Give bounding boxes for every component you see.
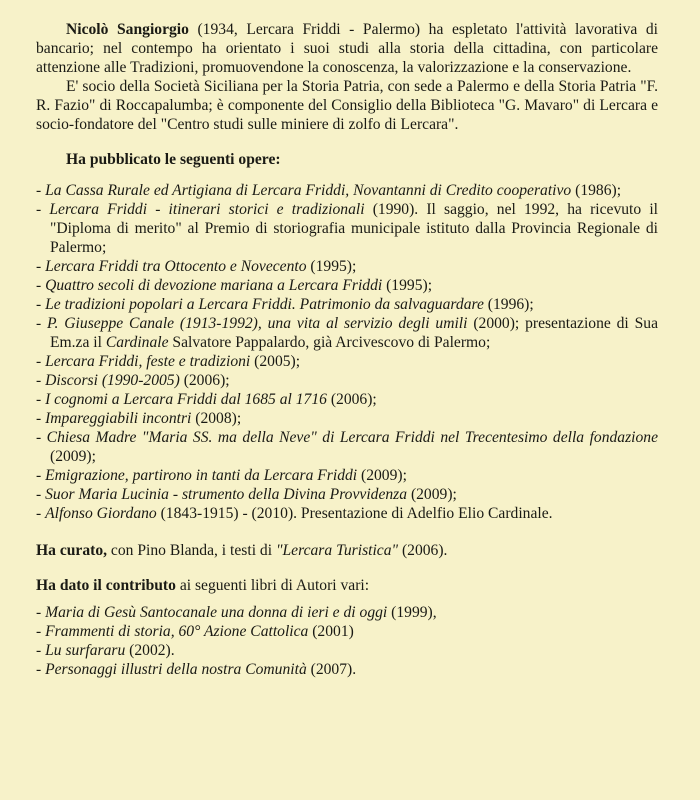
list-item: - Frammenti di storia, 60° Azione Cattolica (2001) (36, 623, 354, 640)
work-detail: (1990). Il saggio, nel 1992, ha ricevuto il "Diploma di merito" al Premio di storiografia municipale istituto dalla Provincia Regionale di Palermo; (50, 201, 659, 256)
curato-paragraph (36, 541, 658, 560)
contrib-year: (2007). (306, 661, 357, 678)
work-title: Suor Maria Lucinia - strumento della Divina Provvidenza (45, 486, 408, 503)
work-detail-secondary: Salvatore Pappalardo, già Arcivescovo di Palermo; (168, 334, 491, 351)
work-detail: (2005); (250, 353, 301, 370)
work-detail: (2006); (179, 372, 230, 389)
work-detail: (2000); presentazione di Sua Em.za il (50, 315, 658, 351)
contrib-year: (2002). (125, 642, 175, 659)
work-detail: (1986); (571, 182, 622, 199)
list-item: - Suor Maria Lucinia - strumento della Divina Provvidenza (2009); (36, 486, 457, 503)
work-detail: (2009); (357, 467, 407, 484)
bio-paragraph-2: E' socio della Società Siciliana per la Storia Patria, con sede a Palermo e della Storia Patria "F. R. Fazio" di Roccapalumba; è componente del Consiglio della Biblioteca "G. Mavaro" di Lercara e socio-fondatore del "Centro studi sulle miniere di zolfo di Lercara". (36, 78, 658, 133)
author-name: Nicolò Sangiorgio (66, 21, 189, 38)
work-detail: (1996); (483, 296, 534, 313)
list-item: - Alfonso Giordano (1843-1915) - (2010). Presentazione di Adelfio Elio Cardinale. (36, 505, 553, 522)
work-title: Le tradizioni popolari a Lercara Friddi. Patrimonio da salvaguardare (45, 296, 484, 313)
work-detail: (1843-1915) - (2010). Presentazione di Adelfio Elio Cardinale. (156, 505, 553, 522)
list-item: - Lu surfararu (2002). (36, 642, 175, 659)
work-title-secondary: Cardinale (105, 334, 169, 351)
work-detail: (2009); (407, 486, 457, 503)
list-item: - Discorsi (1990-2005) (2006); (36, 372, 230, 389)
work-detail: (2008); (191, 410, 242, 427)
list-item: - Lercara Friddi - itinerari storici e tradizionali (1990). Il saggio, nel 1992, ha ricevuto il "Diploma di merito" al Premio di storiografia municipale istituto dalla Provincia Regionale di Palermo; (36, 201, 659, 256)
contrib-year: (1999), (387, 604, 437, 621)
published-heading: Ha pubblicato le seguenti opere: (66, 151, 281, 168)
contributo-label: Ha dato il contributo (36, 577, 176, 594)
work-title: Chiesa Madre "Maria SS. ma della Neve" di Lercara Friddi nel Trecentesimo della fondazione (46, 429, 658, 446)
work-title: Discorsi (1990-2005) (45, 372, 180, 389)
work-title: Alfonso Giordano (45, 505, 157, 522)
list-item: - Impareggiabili incontri (2008); (36, 410, 242, 427)
list-item: - Emigrazione, partirono in tanti da Lercara Friddi (2009); (36, 467, 407, 484)
published-works-list (36, 181, 658, 523)
work-detail: (2006); (326, 391, 377, 408)
work-title: Quattro secoli di devozione mariana a Lercara Friddi (45, 277, 383, 294)
work-title: Lercara Friddi, feste e tradizioni (45, 353, 251, 370)
curato-label: Ha curato, (36, 542, 108, 559)
contrib-title: Lu surfararu (45, 642, 126, 659)
list-item: - Lercara Friddi, feste e tradizioni (2005); (36, 353, 301, 370)
work-title: Emigrazione, partirono in tanti da Lercara Friddi (45, 467, 358, 484)
list-item: - Le tradizioni popolari a Lercara Friddi. Patrimonio da salvaguardare (1996); (36, 296, 534, 313)
work-title: Lercara Friddi - itinerari storici e tradizionali (49, 201, 365, 218)
contrib-title: Personaggi illustri della nostra Comunità (45, 661, 307, 678)
list-item: - La Cassa Rurale ed Artigiana di Lercara Friddi, Novantanni di Credito cooperativo (1986); (36, 182, 622, 199)
list-item: - I cognomi a Lercara Friddi dal 1685 al 1716 (2006); (36, 391, 377, 408)
list-item: - Lercara Friddi tra Ottocento e Novecento (1995); (36, 258, 357, 275)
contrib-title: Maria di Gesù Santocanale una donna di ieri e di oggi (45, 604, 388, 621)
work-detail: (2009); (50, 448, 96, 465)
contributo-text: ai seguenti libri di Autori vari: (175, 577, 370, 594)
list-item: - Quattro secoli di devozione mariana a Lercara Friddi (1995); (36, 277, 433, 294)
curato-text: con Pino Blanda, i testi di (107, 542, 276, 559)
bio-text-1: (1934, Lercara Friddi - Palermo) ha espletato l'attività lavorativa di bancario; nel contempo ha orientato i suoi studi alla storia della cittadina, con particolare attenzione alle Tradizioni, promuovendone la conoscenza, la valorizzazione e la conservazione. (36, 21, 658, 76)
contributo-list (36, 603, 658, 679)
work-detail: (1995); (306, 258, 357, 275)
list-item: - Maria di Gesù Santocanale una donna di ieri e di oggi (1999), (36, 604, 437, 621)
work-title: I cognomi a Lercara Friddi dal 1685 al 1716 (45, 391, 327, 408)
work-title: La Cassa Rurale ed Artigiana di Lercara Friddi, Novantanni di Credito cooperativo (45, 182, 572, 199)
work-title: P. Giuseppe Canale (1913-1992), una vita al servizio degli umili (47, 315, 468, 332)
work-title: Impareggiabili incontri (45, 410, 192, 427)
list-item: - Chiesa Madre "Maria SS. ma della Neve" di Lercara Friddi nel Trecentesimo della fondazione (2009); (36, 429, 658, 465)
contributo-paragraph (36, 576, 658, 595)
list-item: - Personaggi illustri della nostra Comunità (2007). (36, 661, 357, 678)
contrib-title: Frammenti di storia, 60° Azione Cattolica (45, 623, 309, 640)
bio-paragraph-1 (36, 20, 658, 77)
list-item: - P. Giuseppe Canale (1913-1992), una vita al servizio degli umili (2000); presentazione di Sua Em.za il Cardinale Salvatore Pappalardo, già Arcivescovo di Palermo; (36, 315, 658, 351)
curato-year: (2006). (398, 542, 448, 559)
work-detail: (1995); (382, 277, 433, 294)
curato-title: "Lercara Turistica" (275, 542, 399, 559)
contrib-year: (2001) (308, 623, 354, 640)
work-title: Lercara Friddi tra Ottocento e Novecento (45, 258, 307, 275)
